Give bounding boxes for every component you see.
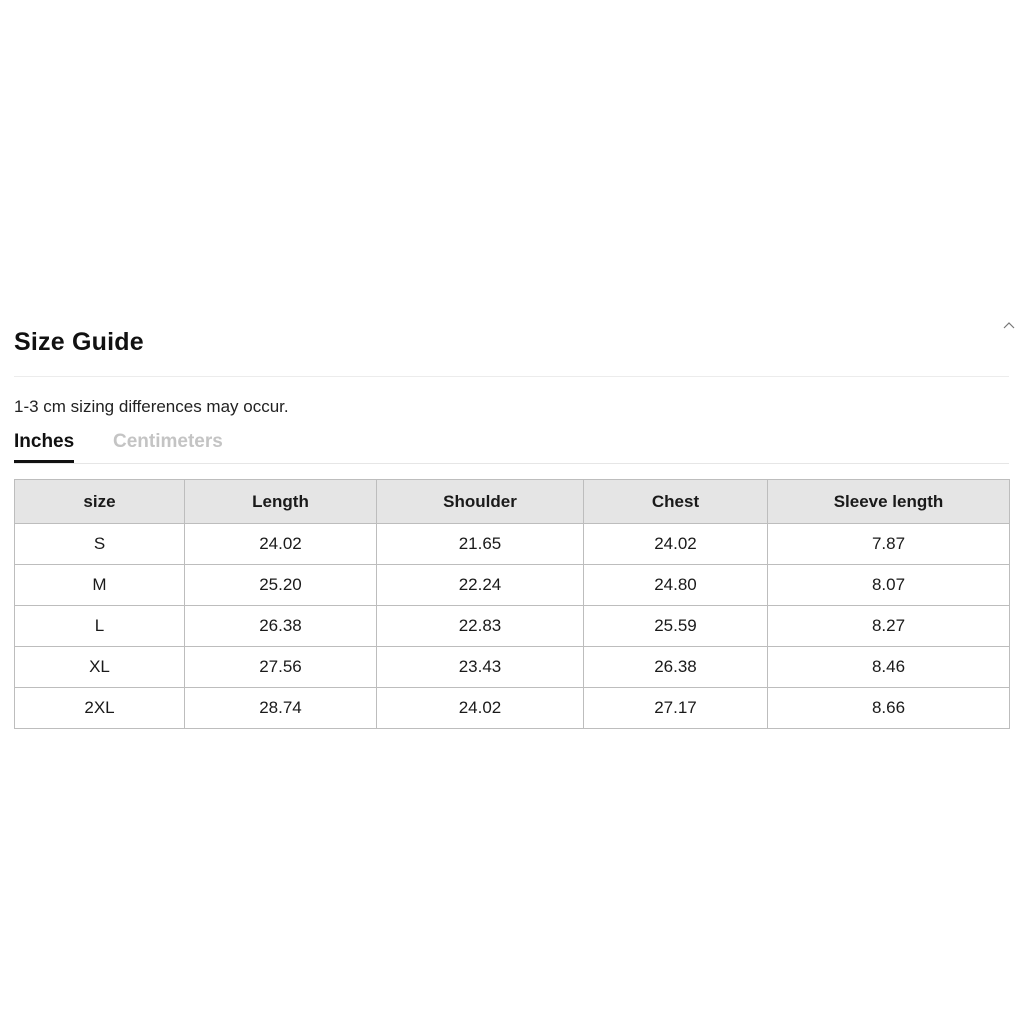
column-header-shoulder: Shoulder (377, 480, 584, 524)
size-cell: XL (15, 647, 185, 688)
shoulder-cell: 23.43 (377, 647, 584, 688)
length-cell: 28.74 (185, 688, 377, 729)
size-table (14, 479, 1010, 729)
tab-centimeters[interactable]: Centimeters (113, 431, 223, 452)
chest-cell: 25.59 (584, 606, 768, 647)
tab-inches[interactable]: Inches (14, 428, 74, 463)
shoulder-cell: 22.24 (377, 565, 584, 606)
column-header-length: Length (185, 480, 377, 524)
chest-cell: 27.17 (584, 688, 768, 729)
table-row (15, 565, 1010, 606)
chest-cell: 24.80 (584, 565, 768, 606)
table-row (15, 647, 1010, 688)
sleeve-length-cell: 8.07 (768, 565, 1010, 606)
column-header-size: size (15, 480, 185, 524)
table-row (15, 524, 1010, 565)
shoulder-cell: 21.65 (377, 524, 584, 565)
sleeve-length-cell: 7.87 (768, 524, 1010, 565)
length-cell: 24.02 (185, 524, 377, 565)
column-header-chest: Chest (584, 480, 768, 524)
page-title: Size Guide (14, 328, 144, 356)
table-row (15, 688, 1010, 729)
size-cell: S (15, 524, 185, 565)
column-header-sleeve-length: Sleeve length (768, 480, 1010, 524)
sleeve-length-cell: 8.27 (768, 606, 1010, 647)
sleeve-length-cell: 8.66 (768, 688, 1010, 729)
size-cell: M (15, 565, 185, 606)
header-divider (14, 376, 1009, 377)
collapse-button[interactable] (998, 316, 1020, 334)
size-cell: L (15, 606, 185, 647)
chest-cell: 24.02 (584, 524, 768, 565)
sizing-notice: 1-3 cm sizing differences may occur. (14, 397, 289, 416)
length-cell: 25.20 (185, 565, 377, 606)
table-row (15, 606, 1010, 647)
length-cell: 26.38 (185, 606, 377, 647)
size-table-container (14, 479, 1009, 729)
size-cell: 2XL (15, 688, 185, 729)
chevron-up-icon (1003, 321, 1015, 329)
length-cell: 27.56 (185, 647, 377, 688)
sleeve-length-cell: 8.46 (768, 647, 1010, 688)
chest-cell: 26.38 (584, 647, 768, 688)
shoulder-cell: 24.02 (377, 688, 584, 729)
unit-tabs (14, 428, 1009, 464)
shoulder-cell: 22.83 (377, 606, 584, 647)
table-header-row (15, 480, 1010, 524)
